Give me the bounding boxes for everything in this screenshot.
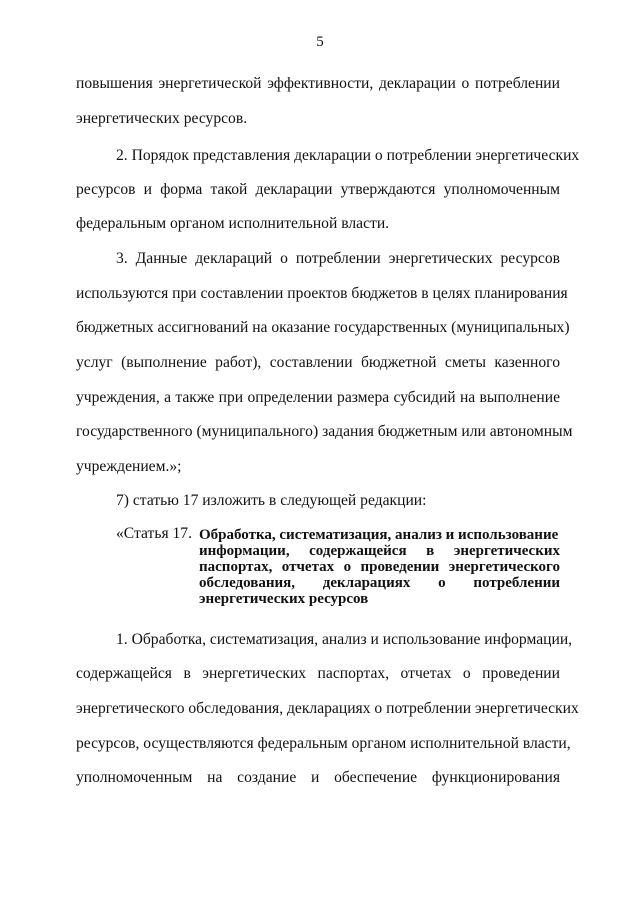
article-heading-line: обследования, декларациях о потреблении xyxy=(199,575,560,591)
text-line: уполномоченным на создание и обеспечение функционирования xyxy=(76,769,560,786)
text-line: бюджетных ассигнований на оказание государственных (муниципальных) xyxy=(76,319,570,336)
text-line: 3. Данные деклараций о потреблении энергетических ресурсов xyxy=(116,250,560,267)
text-line: федеральным органом исполнительной власти. xyxy=(76,215,390,232)
text-line: ресурсов и форма такой декларации утверждаются уполномоченным xyxy=(76,181,560,198)
text-line: 2. Порядок представления декларации о потреблении энергетических xyxy=(116,147,580,164)
text-line: энергетического обследования, декларациях о потреблении энергетических xyxy=(76,700,579,717)
article-heading-line: Обработка, систематизация, анализ и использование xyxy=(199,527,559,543)
text-line: 7) статью 17 изложить в следующей редакции: xyxy=(116,492,427,509)
text-line: энергетических ресурсов. xyxy=(76,110,248,127)
article-label: «Статья 17. xyxy=(116,525,193,542)
text-line: содержащейся в энергетических паспортах, отчетах о проведении xyxy=(76,665,560,682)
page-number: 5 xyxy=(316,34,324,50)
article-heading-line: энергетических ресурсов xyxy=(199,591,369,607)
text-line: учреждения, а также при определении размера субсидий на выполнение xyxy=(76,389,560,406)
text-line: ресурсов, осуществляются федеральным органом исполнительной власти, xyxy=(76,735,571,752)
article-heading-line: информации, содержащейся в энергетических xyxy=(199,543,560,559)
text-line: услуг (выполнение работ), составлении бюджетной сметы казенного xyxy=(76,354,560,371)
text-line: учреждением.»; xyxy=(76,458,182,475)
text-line: 1. Обработка, систематизация, анализ и использование информации, xyxy=(116,631,573,648)
text-line: государственного (муниципального) задания бюджетным или автономным xyxy=(76,423,573,440)
article-heading-line: паспортах, отчетах о проведении энергетического xyxy=(199,559,560,575)
text-line: повышения энергетической эффективности, декларации о потреблении xyxy=(76,75,560,92)
text-line: используются при составлении проектов бюджетов в целях планирования xyxy=(76,285,568,302)
